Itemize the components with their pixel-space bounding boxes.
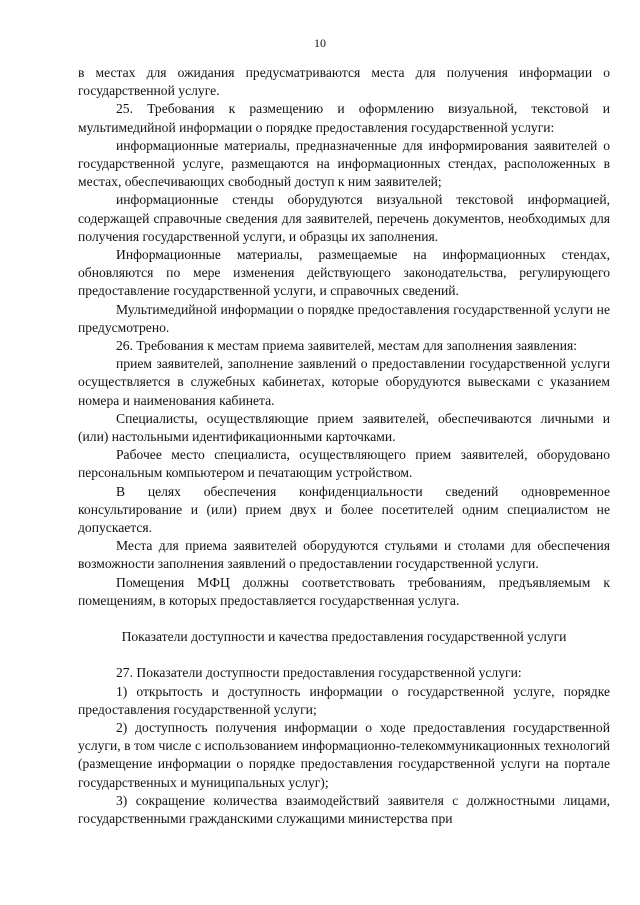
paragraph: Места для приема заявителей оборудуются стульями и столами для обеспечения возможности заполнения заявлений о предоставлении государственной услуги. (78, 538, 610, 572)
paragraph: Помещения МФЦ должны соответствовать требованиям, предъявляемым к помещениям, в которых предоставляется государственная услуга. (78, 574, 610, 608)
paragraph: 26. Требования к местам приема заявителей, местам для заполнения заявления: (116, 338, 578, 354)
paragraph: 25. Требования к размещению и оформлению визуальной, текстовой и мультимедийной информации о порядке предоставления государственной услуги: (78, 101, 610, 135)
paragraph: информационные стенды оборудуются визуальной текстовой информацией, содержащей справочные сведения для заявителей, перечень документов, необходимых для получения государственной услуги, и образцы их заполнения. (78, 192, 610, 244)
paragraph: в местах для ожидания предусматриваются места для получения информации о государственной услуге. (78, 65, 610, 99)
paragraph: 2) доступность получения информации о ходе предоставления государственной услуги, в том числе с использованием информационно-телекоммуникационных технологий (размещение информации о порядке предоставления государственной услуги на портале государственных и муниципальных услуг); (78, 719, 610, 790)
paragraph: Мультимедийной информации о порядке предоставления государственной услуги не предусмотрено. (78, 301, 610, 335)
document-body (78, 64, 610, 828)
paragraph: 3) сокращение количества взаимодействий заявителя с должностными лицами, государственными гражданскими служащими министерства при (78, 792, 610, 826)
paragraph: Специалисты, осуществляющие прием заявителей, обеспечиваются личными и (или) настольными идентификационными карточками. (78, 410, 610, 445)
section-heading: Показатели доступности и качества предоставления государственной услуги (121, 629, 567, 645)
paragraph: 27. Показатели доступности предоставления государственной услуги: (116, 665, 522, 681)
page-number: 10 (314, 36, 326, 50)
paragraph: информационные материалы, предназначенные для информирования заявителей о государственной услуге, размещаются на информационных стендах, расположенных в местах, обеспечивающих свободный доступ к ним заявителей; (78, 137, 610, 190)
paragraph: прием заявителей, заполнение заявлений о предоставлении государственной услуги осуществляется в служебных кабинетах, которые оборудуются вывесками с указанием номера и наименования кабинета. (78, 356, 610, 408)
paragraph: 1) открытость и доступность информации о государственной услуге, порядке предоставления государственной услуги; (78, 683, 610, 717)
paragraph: Рабочее место специалиста, осуществляющего прием заявителей, оборудовано персональным компьютером и печатающим устройством. (78, 447, 610, 481)
paragraph: В целях обеспечения конфиденциальности сведений одновременное консультирование и (или) прием двух и более посетителей одним специалистом не допускается. (78, 483, 610, 536)
paragraph: Информационные материалы, размещаемые на информационных стендах, обновляются по мере изменения действующего законодательства, регулирующего предоставление государственной услуги, и справочных сведений. (78, 247, 610, 299)
